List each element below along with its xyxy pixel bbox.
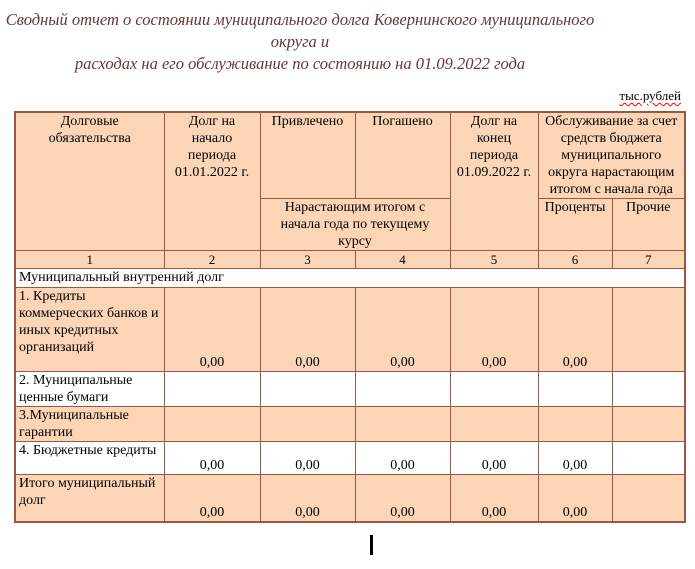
value-cell[interactable]: 0,00 [355, 475, 450, 522]
value-cell[interactable]: 0,00 [355, 288, 450, 372]
value-cell[interactable]: 0,00 [260, 442, 355, 475]
value-cell[interactable] [260, 372, 355, 407]
header-debt-begin-cell[interactable]: Долг на начало периода 01.01.2022 г. [164, 112, 260, 251]
column-number-cell[interactable]: 7 [612, 251, 685, 269]
row-label-cell[interactable]: 2. Муниципальные ценные бумаги [15, 372, 164, 407]
report-title-line-1: Сводный отчет о состоянии муниципального долга Ковернинского муниципального округа и [5, 10, 595, 51]
units-line [0, 88, 681, 104]
table-total-row [15, 475, 685, 522]
header-repaid-cell[interactable]: Погашено [355, 112, 450, 199]
value-cell[interactable] [260, 407, 355, 442]
header-other-cell[interactable]: Прочие [612, 199, 685, 251]
value-cell[interactable] [612, 288, 685, 372]
table-row [15, 407, 685, 442]
value-cell[interactable] [450, 372, 538, 407]
header-interest-cell[interactable]: Проценты [538, 199, 612, 251]
units-label: тыс.рублей [619, 88, 681, 103]
value-cell[interactable] [538, 372, 612, 407]
value-cell[interactable] [355, 372, 450, 407]
value-cell[interactable] [450, 407, 538, 442]
table-row [15, 288, 685, 372]
header-raised-cell[interactable]: Привлечено [260, 112, 355, 199]
column-number-cell[interactable]: 5 [450, 251, 538, 269]
value-cell[interactable]: 0,00 [164, 442, 260, 475]
table-row [15, 442, 685, 475]
row-label-cell[interactable]: 3.Муниципальные гарантии [15, 407, 164, 442]
column-number-cell[interactable]: 3 [260, 251, 355, 269]
row-label-cell[interactable]: 4. Бюджетные кредиты [15, 442, 164, 475]
value-cell[interactable]: 0,00 [538, 442, 612, 475]
header-debt-obligations-cell[interactable]: Долговые обязательства [15, 112, 164, 251]
column-number-cell[interactable]: 6 [538, 251, 612, 269]
value-cell[interactable]: 0,00 [450, 475, 538, 522]
value-cell[interactable] [612, 407, 685, 442]
section-row [15, 269, 685, 288]
value-cell[interactable]: 0,00 [538, 288, 612, 372]
row-label-cell[interactable]: 1. Кредиты коммерческих банков и иных кредитных организаций [15, 288, 164, 372]
table-row [15, 372, 685, 407]
value-cell[interactable]: 0,00 [538, 475, 612, 522]
value-cell[interactable] [355, 407, 450, 442]
report-title-line-2: расходах на его обслуживание по состоянию на 01.09.2022 года [74, 54, 526, 73]
column-number-cell[interactable]: 1 [15, 251, 164, 269]
row-label-cell[interactable]: Итого муниципальный долг [15, 475, 164, 522]
value-cell[interactable] [164, 372, 260, 407]
value-cell[interactable]: 0,00 [355, 442, 450, 475]
column-number-cell[interactable]: 4 [355, 251, 450, 269]
header-cumulative-note-cell[interactable]: Нарастающим итогом с начала года по текущему курсу [260, 199, 450, 251]
value-cell[interactable]: 0,00 [164, 475, 260, 522]
header-row-1 [15, 112, 685, 199]
value-cell[interactable]: 0,00 [260, 475, 355, 522]
column-numbers-row [15, 251, 685, 269]
value-cell[interactable]: 0,00 [260, 288, 355, 372]
section-title-cell[interactable]: Муниципальный внутренний долг [15, 269, 685, 288]
header-debt-end-cell[interactable]: Долг на конец периода 01.09.2022 г. [450, 112, 538, 251]
value-cell[interactable] [612, 442, 685, 475]
text-caret [370, 535, 373, 555]
header-service-cell[interactable]: Обслуживание за счет средств бюджета муниципального округа нарастающим итогом с начала года [538, 112, 685, 199]
value-cell[interactable]: 0,00 [450, 442, 538, 475]
report-title [0, 9, 600, 75]
value-cell[interactable] [612, 475, 685, 522]
document-page [0, 9, 695, 569]
value-cell[interactable]: 0,00 [450, 288, 538, 372]
value-cell[interactable] [538, 407, 612, 442]
value-cell[interactable] [612, 372, 685, 407]
value-cell[interactable] [164, 407, 260, 442]
column-number-cell[interactable]: 2 [164, 251, 260, 269]
value-cell[interactable]: 0,00 [164, 288, 260, 372]
debt-table [14, 111, 686, 523]
